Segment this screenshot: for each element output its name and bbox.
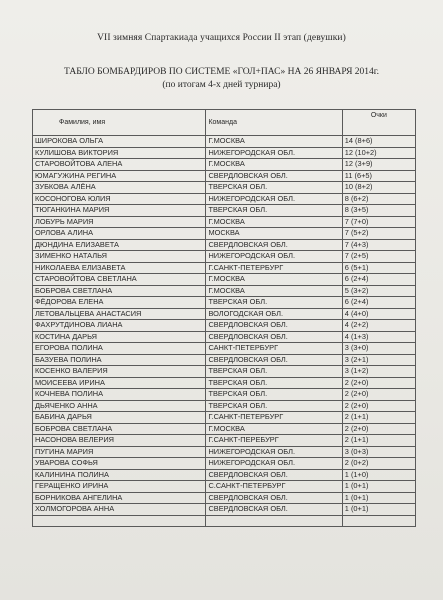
table-row [33,446,416,458]
points-cell: 3 (0+3) [342,446,415,458]
team-cell: НИЖЕГОРОДСКАЯ ОБЛ. [206,193,342,205]
table-row [33,216,416,228]
scorers-table [32,109,416,527]
points-cell: 5 (3+2) [342,285,415,297]
player-name-cell: БАБИНА ДАРЬЯ [33,412,206,424]
player-name-cell: КАЛИНИНА ПОЛИНА [33,469,206,481]
team-cell: ТВЕРСКАЯ ОБЛ. [206,297,342,309]
team-cell: Г.МОСКВА [206,136,342,148]
table-row [33,274,416,286]
player-name-cell: КОСОНОГОВА ЮЛИЯ [33,193,206,205]
table-row [33,412,416,424]
player-name-cell: КУЛИШОВА ВИКТОРИЯ [33,147,206,159]
table-row [33,481,416,493]
points-cell: 1 (0+1) [342,504,415,516]
table-row [33,193,416,205]
points-cell: 8 (3+5) [342,205,415,217]
table-row [33,147,416,159]
team-cell: ТВЕРСКАЯ ОБЛ. [206,205,342,217]
table-row [33,228,416,240]
player-name-cell: ЮМАГУЖИНА РЕГИНА [33,170,206,182]
points-cell: 4 (4+0) [342,308,415,320]
team-cell: ТВЕРСКАЯ ОБЛ. [206,377,342,389]
player-name-cell: ТЮГАНКИНА МАРИЯ [33,205,206,217]
player-name-cell: ЛЕТОВАЛЬЦЕВА АНАСТАСИЯ [33,308,206,320]
player-name-cell: МОИСЕЕВА ИРИНА [33,377,206,389]
table-row [33,377,416,389]
table-row [33,308,416,320]
player-name-cell: БОБРОВА СВЕТЛАНА [33,285,206,297]
team-cell: ТВЕРСКАЯ ОБЛ. [206,182,342,194]
points-cell: 2 (1+1) [342,412,415,424]
player-name-cell: БОБРОВА СВЕТЛАНА [33,423,206,435]
table-row [33,239,416,251]
points-cell: 2 (1+1) [342,435,415,447]
points-cell: 12 (3+9) [342,159,415,171]
team-cell: СВЕРДЛОВСКАЯ ОБЛ. [206,469,342,481]
team-cell: НИЖЕГОРОДСКАЯ ОБЛ. [206,458,342,470]
team-cell: НИЖЕГОРОДСКАЯ ОБЛ. [206,147,342,159]
player-name-cell: ДЮНДИНА ЕЛИЗАВЕТА [33,239,206,251]
team-cell: СВЕРДЛОВСКАЯ ОБЛ. [206,320,342,332]
team-cell: Г.САНКТ-ПЕТЕРБУРГ [206,412,342,424]
player-name-cell: ФЁДОРОВА ЕЛЕНА [33,297,206,309]
team-cell: Г.МОСКВА [206,216,342,228]
team-cell: СВЕРДЛОВСКАЯ ОБЛ. [206,331,342,343]
player-name-cell: СТАРОВОЙТОВА СВЕТЛАНА [33,274,206,286]
points-cell: 7 (5+2) [342,228,415,240]
points-cell: 1 (0+1) [342,481,415,493]
points-cell: 3 (1+2) [342,366,415,378]
table-row [33,389,416,401]
team-cell: НИЖЕГОРОДСКАЯ ОБЛ. [206,446,342,458]
team-cell: СВЕРДЛОВСКАЯ ОБЛ. [206,354,342,366]
table-row [33,285,416,297]
team-cell: Г.САНКТ-ПЕТЕРБУРГ [206,262,342,274]
table-row [33,182,416,194]
table-row [33,262,416,274]
team-cell: САНКТ-ПЕТЕРБУРГ [206,343,342,355]
player-name-cell: ЗИМЕНКО НАТАЛЬЯ [33,251,206,263]
team-cell: ВОЛОГОДСКАЯ ОБЛ. [206,308,342,320]
player-name-cell: ХОЛМОГОРОВА АННА [33,504,206,516]
points-cell: 2 (2+0) [342,377,415,389]
points-cell: 2 (2+0) [342,389,415,401]
player-name-cell: БОРНИКОВА АНГЕЛИНА [33,492,206,504]
table-row [33,492,416,504]
player-name-cell: ФАХРУТДИНОВА ЛИАНА [33,320,206,332]
team-cell: СВЕРДЛОВСКАЯ ОБЛ. [206,170,342,182]
team-cell: СВЕРДЛОВСКАЯ ОБЛ. [206,504,342,516]
table-row [33,366,416,378]
points-cell: 4 (1+3) [342,331,415,343]
points-cell: 8 (6+2) [342,193,415,205]
player-name-cell [33,515,206,527]
table-row [33,504,416,516]
points-cell: 12 (10+2) [342,147,415,159]
team-cell: Г.МОСКВА [206,274,342,286]
table-row [33,435,416,447]
team-cell: Г.САНКТ-ПЕРЕБУРГ [206,435,342,447]
player-name-cell: КОСТИНА ДАРЬЯ [33,331,206,343]
table-row [33,343,416,355]
points-cell: 10 (8+2) [342,182,415,194]
player-name-cell: КОЧНЕВА ПОЛИНА [33,389,206,401]
table-row [33,458,416,470]
team-cell: СВЕРДЛОВСКАЯ ОБЛ. [206,239,342,251]
points-cell: 2 (2+0) [342,423,415,435]
table-row [33,136,416,148]
team-cell: Г.МОСКВА [206,285,342,297]
player-name-cell: КОСЕНКО ВАЛЕРИЯ [33,366,206,378]
points-cell: 11 (6+5) [342,170,415,182]
table-row [33,515,416,527]
table-row [33,159,416,171]
points-cell: 2 (0+2) [342,458,415,470]
table-row [33,297,416,309]
team-cell: ТВЕРСКАЯ ОБЛ. [206,366,342,378]
player-name-cell: ЛОБУРЬ МАРИЯ [33,216,206,228]
table-row [33,469,416,481]
event-title: VII зимняя Спартакиада учащихся России II этап (девушки) [97,33,346,43]
player-name-cell: ГЕРАЩЕНКО ИРИНА [33,481,206,493]
team-cell: СВЕРДЛОВСКАЯ ОБЛ. [206,492,342,504]
table-row [33,400,416,412]
team-cell: НИЖЕГОРОДСКАЯ ОБЛ. [206,251,342,263]
player-name-cell: ОРЛОВА АЛИНА [33,228,206,240]
table-subtitle: (по итогам 4-х дней турнира) [162,80,281,90]
points-cell: 7 (2+5) [342,251,415,263]
column-header-name: Фамилия, имя [33,110,206,136]
points-cell: 1 (0+1) [342,492,415,504]
player-name-cell: ЗУБКОВА АЛЁНА [33,182,206,194]
team-cell: Г.МОСКВА [206,159,342,171]
points-cell: 3 (3+0) [342,343,415,355]
points-cell: 7 (4+3) [342,239,415,251]
team-cell: С.САНКТ-ПЕТЕРБУРГ [206,481,342,493]
player-name-cell: НАСОНОВА ВЕЛЕРИЯ [33,435,206,447]
player-name-cell: БАЗУЕВА ПОЛИНА [33,354,206,366]
table-title: ТАБЛО БОМБАРДИРОВ ПО СИСТЕМЕ «ГОЛ+ПАС» НА 26 ЯНВАРЯ 2014г. [64,67,379,77]
table-row [33,331,416,343]
points-cell: 6 (2+4) [342,297,415,309]
points-cell: 7 (7+0) [342,216,415,228]
table-row [33,205,416,217]
team-cell: ТВЕРСКАЯ ОБЛ. [206,400,342,412]
table-header-row [33,110,416,136]
points-cell: 1 (1+0) [342,469,415,481]
table-row [33,170,416,182]
points-cell: 6 (2+4) [342,274,415,286]
table-row [33,251,416,263]
points-cell: 6 (5+1) [342,262,415,274]
player-name-cell: СТАРОВОЙТОВА АЛЕНА [33,159,206,171]
table-row [33,423,416,435]
player-name-cell: ДЬЯЧЕНКО АННА [33,400,206,412]
team-cell: Г.МОСКВА [206,423,342,435]
player-name-cell: НИКОЛАЕВА ЕЛИЗАВЕТА [33,262,206,274]
team-cell [206,515,342,527]
points-cell: 3 (2+1) [342,354,415,366]
points-cell: 4 (2+2) [342,320,415,332]
team-cell: МОСКВА [206,228,342,240]
table-row [33,354,416,366]
player-name-cell: ШИРОКОВА ОЛЬГА [33,136,206,148]
player-name-cell: ЕГОРОВА ПОЛИНА [33,343,206,355]
player-name-cell: ПУГИНА МАРИЯ [33,446,206,458]
player-name-cell: УВАРОВА СОФЬЯ [33,458,206,470]
points-cell [342,515,415,527]
table-row [33,320,416,332]
points-cell: 14 (8+6) [342,136,415,148]
points-cell: 2 (2+0) [342,400,415,412]
column-header-points: Очки [342,110,415,136]
team-cell: ТВЕРСКАЯ ОБЛ. [206,389,342,401]
column-header-team: Команда [206,110,342,136]
